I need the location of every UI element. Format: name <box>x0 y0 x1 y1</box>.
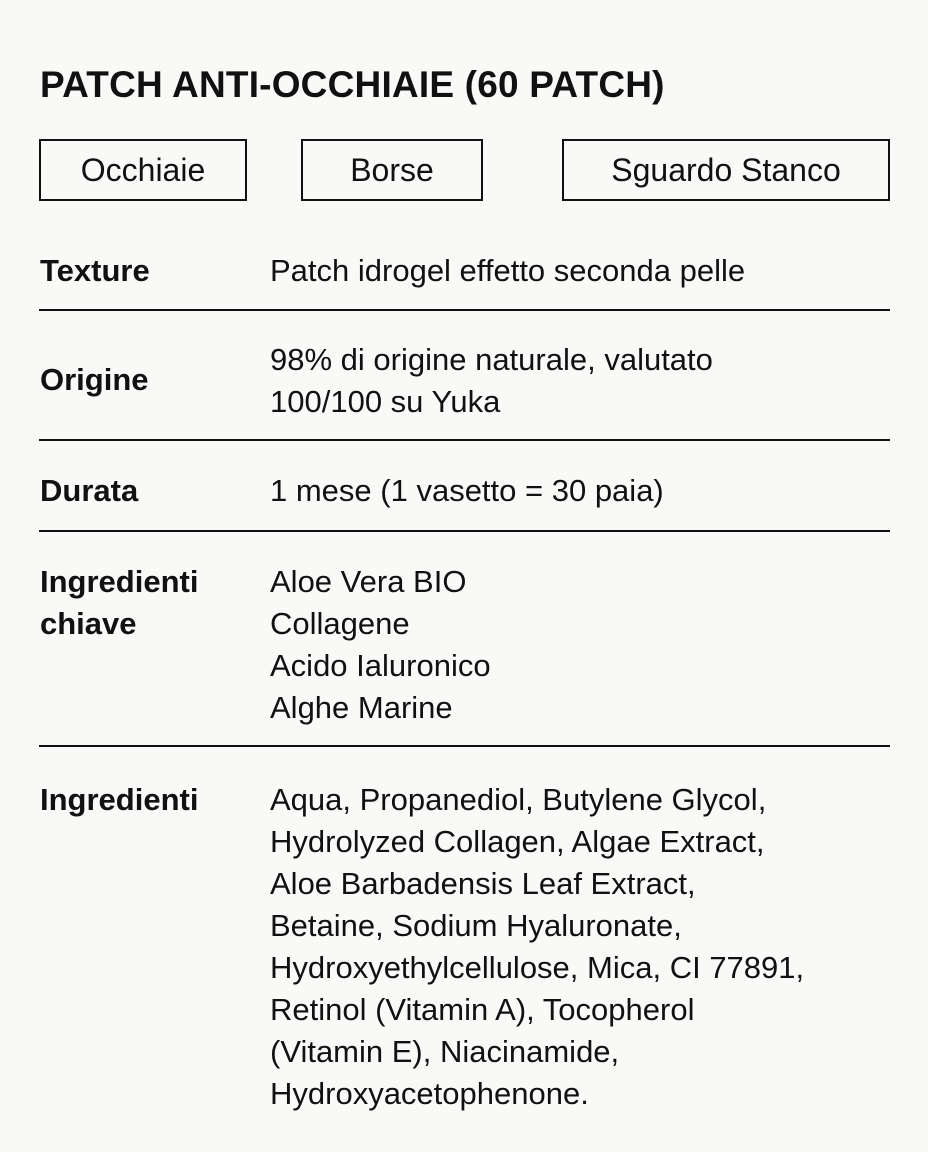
row-divider <box>39 745 890 747</box>
row-value-line: 1 mese (1 vasetto = 30 paia) <box>270 473 664 508</box>
row-value-line: (Vitamin E), Niacinamide, <box>270 1034 620 1069</box>
row-value-origine <box>270 339 900 423</box>
tag-sguardo-stanco: Sguardo Stanco <box>562 139 890 201</box>
row-label-line: Ingredienti <box>40 564 199 599</box>
row-value-line: 100/100 su Yuka <box>270 384 501 419</box>
row-label-ingredienti <box>40 779 198 821</box>
row-label-origine <box>40 359 149 401</box>
row-label-ingredienti-chiave <box>40 561 198 645</box>
row-value-line: Betaine, Sodium Hyaluronate, <box>270 908 682 943</box>
row-divider <box>39 530 890 532</box>
row-value-line: Hydroxyacetophenone. <box>270 1076 589 1111</box>
row-label-texture <box>40 250 150 292</box>
row-value-line: Aloe Barbadensis Leaf Extract, <box>270 866 696 901</box>
row-label-line: Ingredienti <box>40 782 199 817</box>
row-value-ingredienti <box>270 779 900 1115</box>
row-value-line: Hydroxyethylcellulose, Mica, CI 77891, <box>270 950 805 985</box>
tag-occhiaie: Occhiaie <box>39 139 247 201</box>
tag-borse: Borse <box>301 139 483 201</box>
row-divider <box>39 309 890 311</box>
row-label-durata <box>40 470 138 512</box>
row-value-line: Collagene <box>270 606 410 641</box>
row-value-line: Aqua, Propanediol, Butylene Glycol, <box>270 782 767 817</box>
row-value-ingredienti-chiave <box>270 561 900 729</box>
row-value-line: Acido Ialuronico <box>270 648 491 683</box>
row-value-line: Retinol (Vitamin A), Tocopherol <box>270 992 695 1027</box>
row-label-line: Origine <box>40 362 149 397</box>
row-value-line: Aloe Vera BIO <box>270 564 467 599</box>
row-value-line: 98% di origine naturale, valutato <box>270 342 713 377</box>
row-value-line: Alghe Marine <box>270 690 453 725</box>
row-divider <box>39 439 890 441</box>
row-label-line: Durata <box>40 473 139 508</box>
row-value-line: Hydrolyzed Collagen, Algae Extract, <box>270 824 765 859</box>
row-label-line: chiave <box>40 606 137 641</box>
row-value-durata <box>270 470 900 512</box>
row-label-line: Texture <box>40 253 150 288</box>
row-value-texture <box>270 250 900 292</box>
page-title: PATCH ANTI-OCCHIAIE (60 PATCH) <box>40 64 665 105</box>
row-value-line: Patch idrogel effetto seconda pelle <box>270 253 746 288</box>
